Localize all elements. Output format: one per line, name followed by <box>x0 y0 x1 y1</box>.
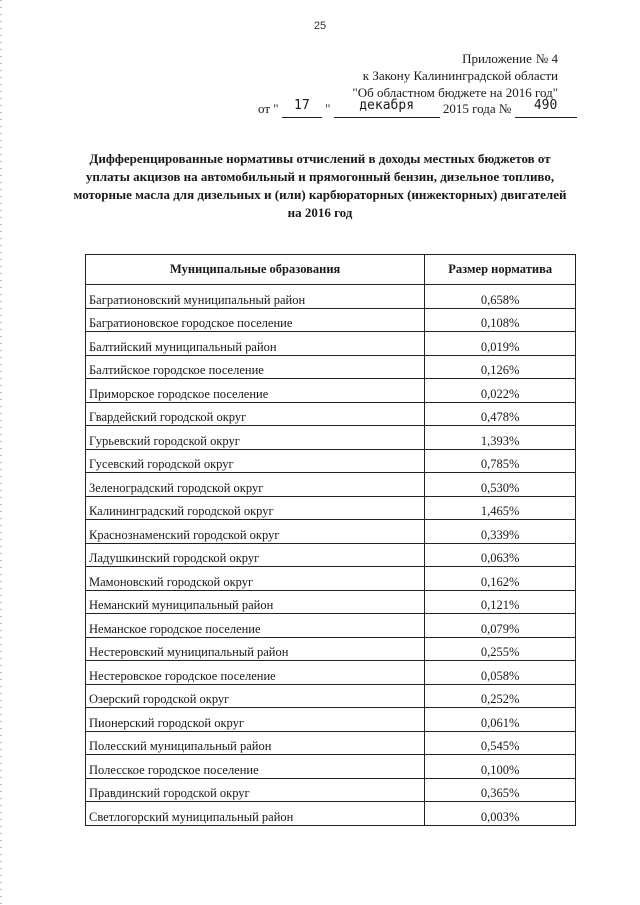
municipality-name: Приморское городское поселение <box>86 379 425 403</box>
municipality-name: Балтийский муниципальный район <box>86 332 425 356</box>
rate-value: 0,022% <box>425 379 576 403</box>
municipality-name: Мамоновский городской округ <box>86 567 425 591</box>
table-row <box>86 708 576 732</box>
municipality-name: Озерский городской округ <box>86 684 425 708</box>
table-row <box>86 755 576 779</box>
rate-value: 0,365% <box>425 778 576 802</box>
scan-margin-dots <box>0 0 2 905</box>
month-value: декабря <box>359 98 415 113</box>
table-row <box>86 661 576 685</box>
rate-value: 0,162% <box>425 567 576 591</box>
rate-value: 0,003% <box>425 802 576 826</box>
table-row <box>86 473 576 497</box>
table-row <box>86 449 576 473</box>
rate-value: 0,545% <box>425 731 576 755</box>
table-row <box>86 426 576 450</box>
table-header-row <box>86 255 576 285</box>
rate-value: 1,393% <box>425 426 576 450</box>
page-number: 25 <box>313 20 327 32</box>
municipality-name: Калининградский городской округ <box>86 496 425 520</box>
table-body <box>86 285 576 826</box>
municipality-name: Багратионовский муниципальный район <box>86 285 425 309</box>
document-title: Дифференцированные нормативы отчислений в доходы местных бюджетов от уплаты акцизов на автомобильный и прямогонный бензин, дизельное топливо, моторные масла для дизельных и (или) карбюраторных (инжекторных) двигателей на 2016 год <box>73 151 567 220</box>
municipality-name: Пионерский городской округ <box>86 708 425 732</box>
municipality-name: Правдинский городской округ <box>86 778 425 802</box>
header-rate: Размер норматива <box>425 255 576 285</box>
municipality-name: Гурьевский городской округ <box>86 426 425 450</box>
rate-value: 0,079% <box>425 614 576 638</box>
municipality-name: Нестеровское городское поселение <box>86 661 425 685</box>
rate-value: 0,019% <box>425 332 576 356</box>
rate-value: 0,126% <box>425 355 576 379</box>
appendix-line-2: к Закону Калининградской области <box>362 68 558 83</box>
rate-value: 1,465% <box>425 496 576 520</box>
municipality-name: Гусевский городской округ <box>86 449 425 473</box>
rate-value: 0,530% <box>425 473 576 497</box>
table-row <box>86 496 576 520</box>
appendix-line-1 <box>352 50 558 67</box>
table-row <box>86 778 576 802</box>
table-row <box>86 590 576 614</box>
municipality-name: Краснознаменский городской округ <box>86 520 425 544</box>
rate-value: 0,785% <box>425 449 576 473</box>
appendix-line-3: "Об областном бюджете на 2016 год" <box>352 85 558 100</box>
rate-value: 0,061% <box>425 708 576 732</box>
table-row <box>86 567 576 591</box>
municipality-name: Светлогорский муниципальный район <box>86 802 425 826</box>
rate-value: 0,255% <box>425 637 576 661</box>
day-value: 17 <box>294 98 310 113</box>
rate-value: 0,339% <box>425 520 576 544</box>
rate-value: 0,100% <box>425 755 576 779</box>
appendix-header <box>352 50 558 101</box>
rate-value: 0,121% <box>425 590 576 614</box>
law-number-value: 490 <box>533 98 558 113</box>
rate-value: 0,658% <box>425 285 576 309</box>
table-row <box>86 614 576 638</box>
table-row <box>86 543 576 567</box>
table-row <box>86 355 576 379</box>
municipality-name: Полесский муниципальный район <box>86 731 425 755</box>
table-row <box>86 308 576 332</box>
day-field <box>282 98 322 118</box>
date-prefix: от " <box>258 101 279 116</box>
table-row <box>86 802 576 826</box>
rate-value: 0,108% <box>425 308 576 332</box>
municipality-name: Нестеровский муниципальный район <box>86 637 425 661</box>
year-text: 2015 года № <box>442 101 512 116</box>
table-row <box>86 332 576 356</box>
header-municipalities: Муниципальные образования <box>86 255 425 285</box>
month-field <box>334 98 440 118</box>
law-date-number-line <box>258 98 564 118</box>
table-row <box>86 684 576 708</box>
municipality-name: Балтийское городское поселение <box>86 355 425 379</box>
municipality-name: Зеленоградский городской округ <box>86 473 425 497</box>
municipality-name: Неманское городское поселение <box>86 614 425 638</box>
table-row <box>86 520 576 544</box>
date-quote-close: " <box>325 101 331 116</box>
rate-value: 0,063% <box>425 543 576 567</box>
table-row <box>86 402 576 426</box>
municipality-name: Гвардейский городской округ <box>86 402 425 426</box>
appendix-number: № 4 <box>535 51 558 66</box>
table-row <box>86 379 576 403</box>
municipality-name: Ладушкинский городской округ <box>86 543 425 567</box>
rate-value: 0,252% <box>425 684 576 708</box>
appendix-label: Приложение <box>462 51 532 66</box>
table-row <box>86 285 576 309</box>
municipality-name: Багратионовское городское поселение <box>86 308 425 332</box>
municipality-name: Полесское городское поселение <box>86 755 425 779</box>
table-row <box>86 637 576 661</box>
rate-value: 0,058% <box>425 661 576 685</box>
table-row <box>86 731 576 755</box>
municipality-name: Неманский муниципальный район <box>86 590 425 614</box>
norms-table <box>85 254 576 826</box>
law-number-field <box>515 98 577 118</box>
rate-value: 0,478% <box>425 402 576 426</box>
